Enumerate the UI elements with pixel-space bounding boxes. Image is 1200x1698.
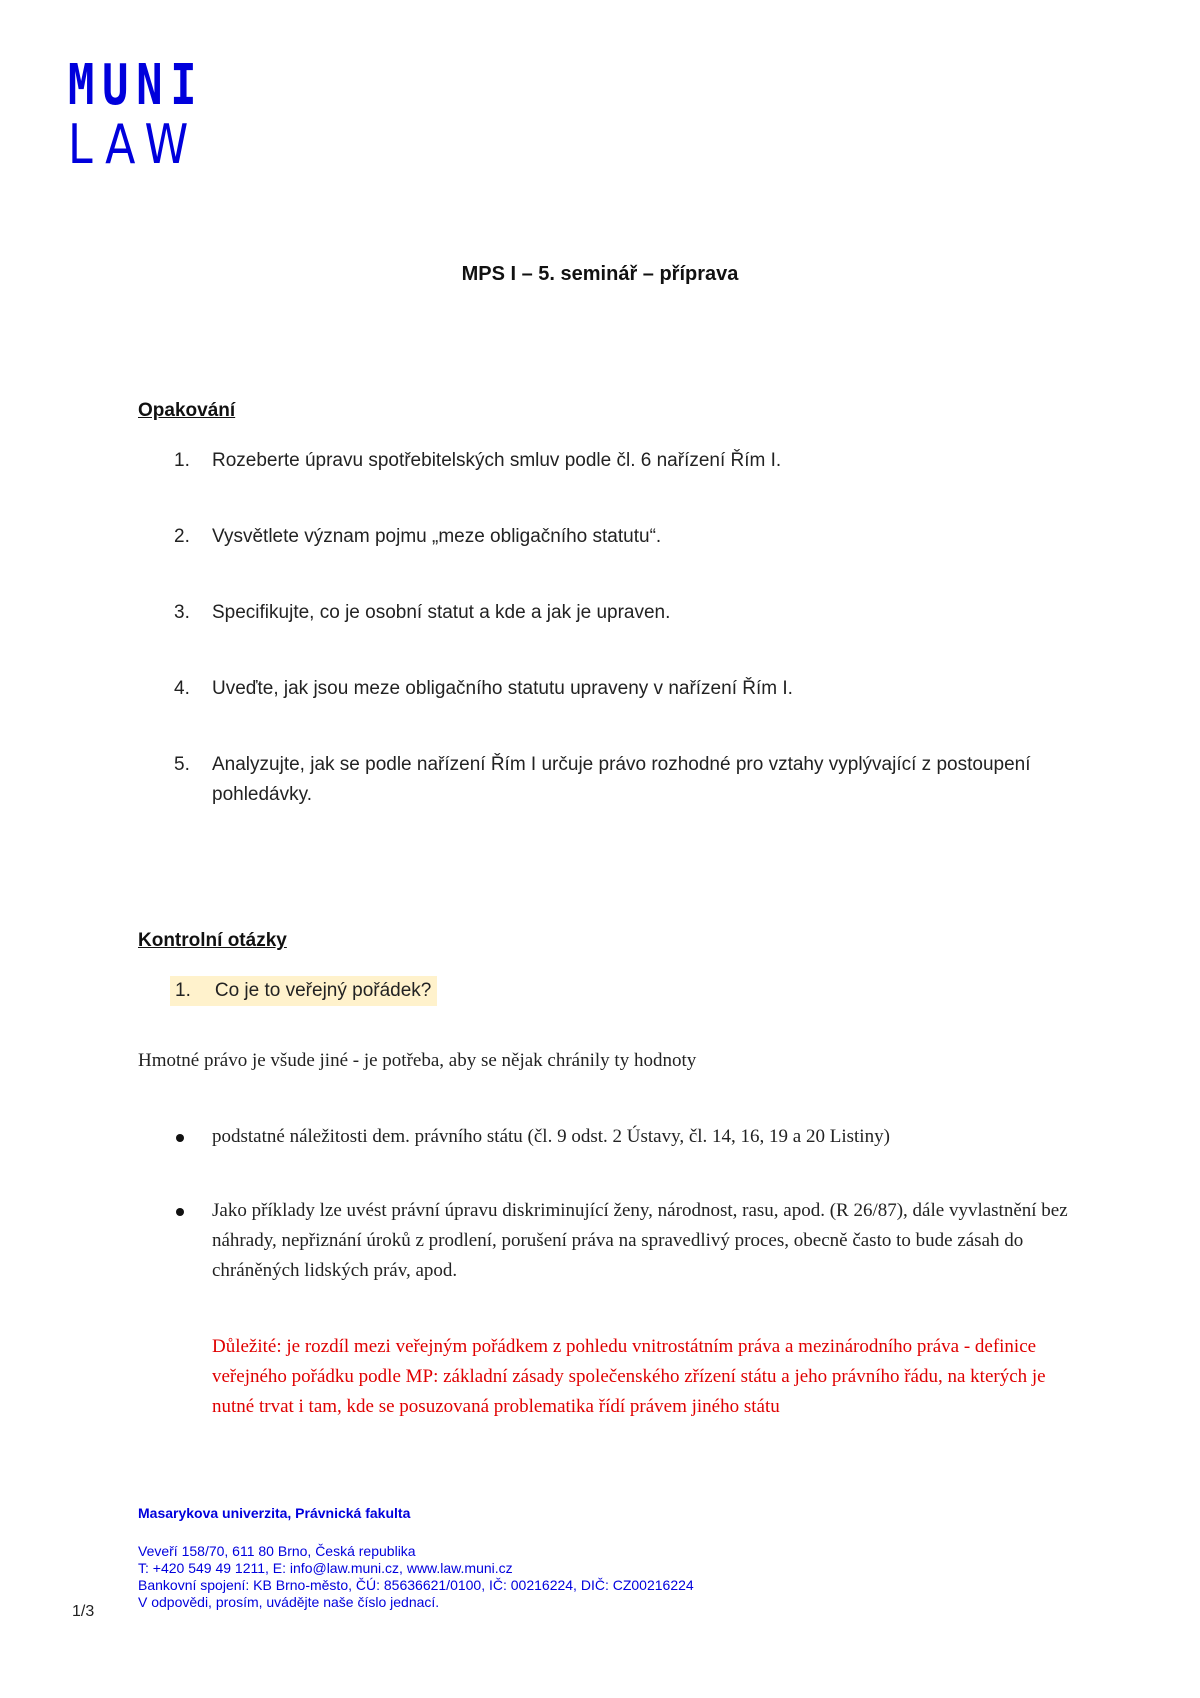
bullet-item: [176, 1196, 1076, 1286]
bullet-text: Jako příklady lze uvést právní úpravu diskriminující ženy, národnost, rasu, apod. (R 26/87), dále vyvlastnění bez náhrady, nepřiznání úroků z prodlení, porušení práva na spravedlivý proces, obecně často to bude zásah do chráněných lidských práv, apod.: [212, 1200, 1068, 1281]
list-item-number: 5.: [174, 754, 190, 775]
document-title: MPS I – 5. seminář – příprava: [461, 263, 739, 285]
list-item-number: 2.: [174, 526, 190, 547]
list-item-number: 4.: [174, 678, 190, 699]
highlighted-question: [170, 976, 437, 1006]
footer-organization: Masarykova univerzita, Právnická fakulta: [138, 1505, 411, 1521]
footer-contact: T: +420 549 49 1211, E: info@law.muni.cz, www.law.muni.cz: [138, 1560, 513, 1576]
list-item-number: 1.: [174, 450, 190, 471]
list-item: [174, 598, 1074, 628]
bullet-item: [176, 1122, 1076, 1152]
list-item: [174, 674, 1074, 704]
muni-law-logo: [68, 53, 243, 176]
list-item: [174, 522, 1074, 552]
list-item-number: 3.: [174, 602, 190, 623]
paragraph: Hmotné právo je všude jiné - je potřeba, aby se nějak chránily ty hodnoty: [138, 1050, 697, 1071]
bullet-dot-icon: [176, 1208, 184, 1216]
list-item: [174, 750, 1074, 810]
list-item-text: Uveďte, jak jsou meze obligačního statutu upraveny v nařízení Řím I.: [212, 678, 793, 699]
list-item-text: Specifikujte, co je osobní statut a kde a jak je upraven.: [212, 602, 671, 623]
list-item: [174, 446, 1074, 476]
page-number: 1/3: [72, 1603, 95, 1620]
section-heading-opakovani: Opakování: [138, 400, 236, 421]
logo-muni-text: MUNI: [68, 53, 205, 118]
list-item-text: Analyzujte, jak se podle nařízení Řím I určuje právo rozhodné pro vztahy vyplývající z postoupení pohledávky.: [212, 754, 1031, 805]
question-number: 1.: [175, 980, 191, 1001]
footer-reply: V odpovědi, prosím, uvádějte naše číslo jednací.: [138, 1594, 440, 1610]
footer-bank: Bankovní spojení: KB Brno-město, ČÚ: 85636621/0100, IČ: 00216224, DIČ: CZ00216224: [138, 1577, 694, 1593]
bullet-dot-icon: [176, 1134, 184, 1142]
bullet-text: podstatné náležitosti dem. právního státu (čl. 9 odst. 2 Ústavy, čl. 14, 16, 19 a 20 Listiny): [212, 1126, 890, 1147]
question-text: Co je to veřejný pořádek?: [214, 980, 432, 1001]
important-note: Důležité: je rozdíl mezi veřejným pořádkem z pohledu vnitrostátním práva a mezinárodního práva - definice veřejného pořádku podle MP: základní zásady společenského zřízení státu a jeho právního řádu, na kterých je nutné trvat i tam, kde se posuzovaná problematika řídí právem jiného státu: [212, 1336, 1046, 1417]
logo-law-text: LAW: [68, 113, 200, 176]
footer-contact-block: [138, 1543, 694, 1611]
section-heading-kontrolni: Kontrolní otázky: [138, 930, 287, 951]
list-item-text: Vysvětlete význam pojmu „meze obligačního statutu“.: [212, 526, 662, 547]
list-item-text: Rozeberte úpravu spotřebitelských smluv podle čl. 6 nařízení Řím I.: [212, 450, 782, 471]
footer-address: Veveří 158/70, 611 80 Brno, Česká republika: [138, 1543, 416, 1559]
